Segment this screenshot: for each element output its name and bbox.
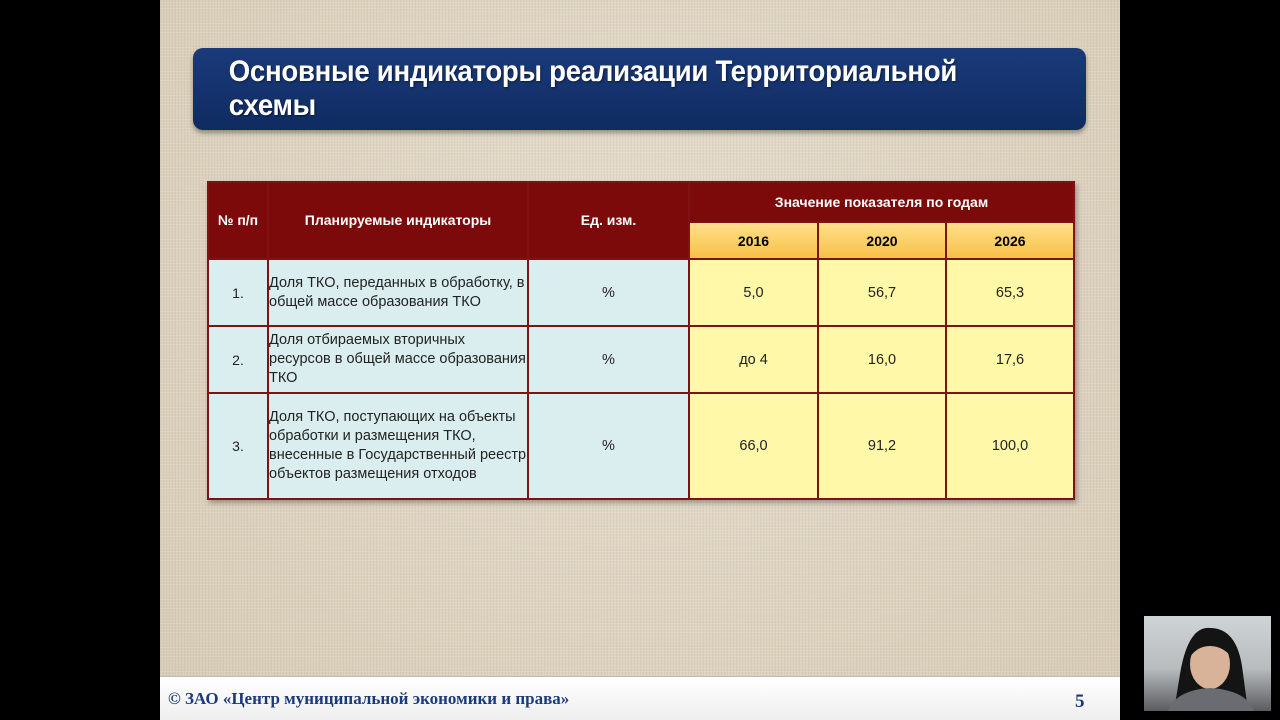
header-values-group: Значение показателя по годам [689, 182, 1074, 222]
row-unit: % [528, 393, 689, 499]
row-indicator: Доля отбираемых вторичных ресурсов в общей массе образования ТКО [268, 326, 528, 393]
row-value-2020: 91,2 [818, 393, 946, 499]
header-unit: Ед. изм. [528, 182, 689, 259]
slide-title: Основные индикаторы реализации Территориальной схемы [228, 55, 958, 122]
header-year-2020: 2020 [818, 222, 946, 259]
page-number: 5 [1075, 691, 1085, 712]
presenter-silhouette-icon [1144, 616, 1271, 711]
webcam-thumbnail [1144, 616, 1271, 711]
table-row [208, 326, 1074, 393]
row-value-2016: 5,0 [689, 259, 818, 326]
row-indicator: Доля ТКО, переданных в обработку, в общей массе образования ТКО [268, 259, 528, 326]
row-value-2026: 100,0 [946, 393, 1074, 499]
row-number: 3. [208, 393, 268, 499]
presentation-slide [160, 0, 1120, 720]
header-indicator: Планируемые индикаторы [268, 182, 528, 259]
slide-footer [160, 676, 1120, 720]
table-row [208, 393, 1074, 499]
row-number: 2. [208, 326, 268, 393]
row-unit: % [528, 326, 689, 393]
row-value-2020: 56,7 [818, 259, 946, 326]
table-row [208, 259, 1074, 326]
row-number: 1. [208, 259, 268, 326]
indicators-table [207, 181, 1075, 500]
header-num: № п/п [208, 182, 268, 259]
row-value-2020: 16,0 [818, 326, 946, 393]
title-banner [193, 48, 1086, 130]
row-value-2016: 66,0 [689, 393, 818, 499]
header-year-2016: 2016 [689, 222, 818, 259]
row-indicator: Доля ТКО, поступающих на объекты обработки и размещения ТКО, внесенные в Государственный реестр объектов размещения отходов [268, 393, 528, 499]
row-value-2026: 65,3 [946, 259, 1074, 326]
copyright-text: © ЗАО «Центр муниципальной экономики и права» [168, 689, 570, 708]
row-unit: % [528, 259, 689, 326]
header-year-2026: 2026 [946, 222, 1074, 259]
row-value-2016: до 4 [689, 326, 818, 393]
row-value-2026: 17,6 [946, 326, 1074, 393]
